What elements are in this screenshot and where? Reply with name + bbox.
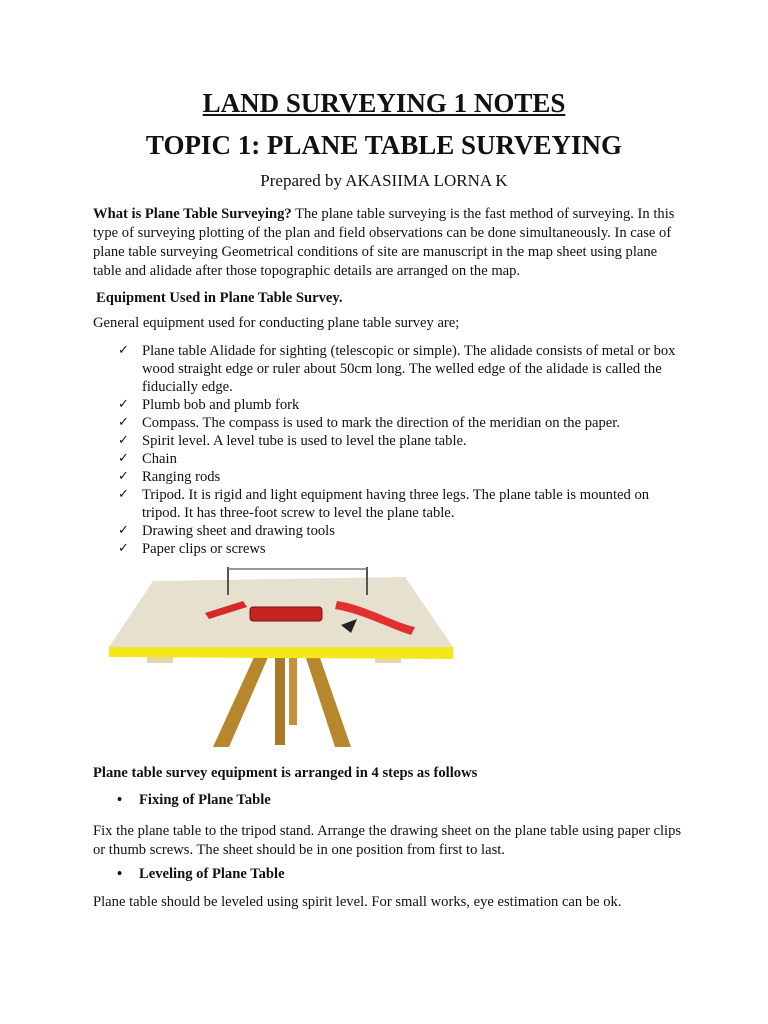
list-item <box>118 396 683 414</box>
tripod-leg-left <box>213 655 269 747</box>
step-leveling-text: Plane table should be leveled using spirit level. For small works, eye estimation can be ok. <box>93 894 622 910</box>
check-icon: ✓ <box>118 541 129 556</box>
tripod-leg-center-2 <box>289 655 297 725</box>
check-icon: ✓ <box>118 451 129 466</box>
equipment-intro: General equipment used for conducting plane table survey are; <box>93 315 460 331</box>
check-icon: ✓ <box>118 415 129 430</box>
list-item <box>118 486 683 522</box>
step-fixing-text: Fix the plane table to the tripod stand. Arrange the drawing sheet on the plane table using paper clips or thumb screws. The sheet should be in one position from first to last. <box>93 823 682 858</box>
intro-paragraph <box>93 205 683 281</box>
check-icon: ✓ <box>118 523 129 538</box>
list-item-text: Plane table Alidade for sighting (telescopic or simple). The alidade consists of metal or box wood straight edge or ruler about 50cm long. The welled edge of the alidade is called the fiducially edge. <box>142 343 676 395</box>
step-leveling-title <box>117 866 285 883</box>
document-title: LAND SURVEYING 1 NOTES <box>202 88 566 118</box>
check-icon: ✓ <box>118 487 129 502</box>
list-item-text: Compass. The compass is used to mark the direction of the meridian on the paper. <box>142 415 620 431</box>
equipment-list <box>118 342 683 558</box>
topic-title: TOPIC 1: PLANE TABLE SURVEYING <box>145 130 623 160</box>
intro-question: What is Plane Table Surveying? <box>93 206 292 222</box>
list-item <box>118 468 683 486</box>
check-icon: ✓ <box>118 433 129 448</box>
bullet-icon: • <box>117 866 123 882</box>
list-item <box>118 414 683 432</box>
table-edge <box>109 647 453 659</box>
list-item <box>118 342 683 396</box>
step-title-text: Leveling of Plane Table <box>139 866 285 882</box>
list-item-text: Tripod. It is rigid and light equipment having three legs. The plane table is mounted on tripod. It has three-foot screw to level the plane table. <box>142 487 650 521</box>
list-item-text: Plumb bob and plumb fork <box>142 397 300 413</box>
list-item-text: Paper clips or screws <box>142 541 266 557</box>
list-item <box>118 540 683 558</box>
list-item-text: Drawing sheet and drawing tools <box>142 523 335 539</box>
plane-table-photo <box>105 565 455 747</box>
bullet-icon: • <box>117 792 123 808</box>
check-icon: ✓ <box>118 397 129 412</box>
list-item <box>118 522 683 540</box>
tripod-leg-center <box>275 655 285 745</box>
step-fixing-title <box>117 792 271 809</box>
steps-heading: Plane table survey equipment is arranged in 4 steps as follows <box>93 765 478 781</box>
author-line: Prepared by AKASIIMA LORNA K <box>260 171 508 190</box>
check-icon: ✓ <box>118 343 129 358</box>
tripod-leg-right <box>305 655 351 747</box>
list-item <box>118 450 683 468</box>
list-item-text: Spirit level. A level tube is used to level the plane table. <box>142 433 467 449</box>
intro-text: The plane table surveying is the fast method of surveying. In this type of surveying plotting of the plan and field observations can be done simultaneously. In case of plane table surveying Geometrical conditions of site are manuscript in the map sheet using plane table and alidade after those topographic details are arranged on the map. <box>93 206 675 279</box>
list-item-text: Chain <box>142 451 177 467</box>
list-item-text: Ranging rods <box>142 469 221 485</box>
spirit-level-tool <box>250 607 322 621</box>
check-icon: ✓ <box>118 469 129 484</box>
list-item <box>118 432 683 450</box>
equipment-heading: Equipment Used in Plane Table Survey. <box>96 290 343 306</box>
step-title-text: Fixing of Plane Table <box>139 792 271 808</box>
